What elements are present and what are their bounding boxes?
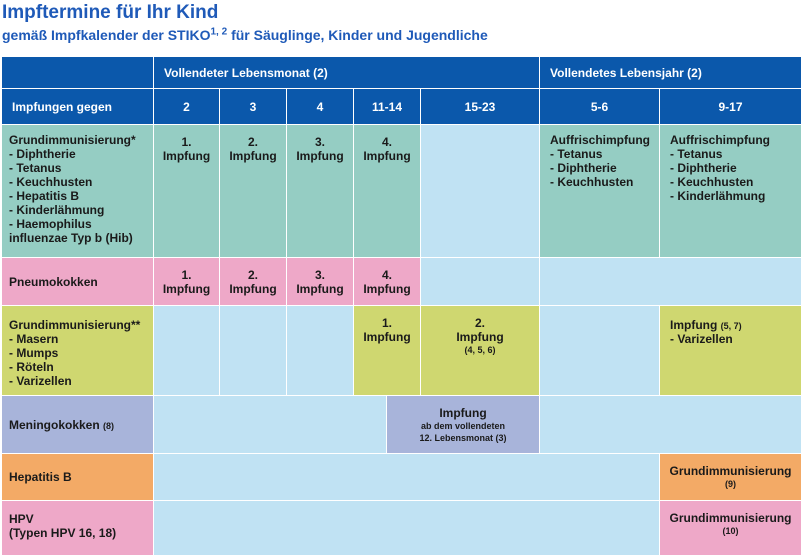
booster-item: - Keuchhusten: [670, 175, 754, 189]
dose-word: Impfung: [363, 149, 411, 163]
page-subtitle: [2, 27, 488, 43]
dose-word: Impfung: [363, 282, 411, 296]
pneumo-dose-cell: [154, 258, 220, 306]
late-item: - Varizellen: [670, 332, 733, 346]
dose-word: Impfung: [162, 149, 211, 163]
late-title: Impfung: [670, 318, 718, 332]
mmrv-item: - Varizellen: [9, 374, 72, 388]
row-label-pneumokokken: Pneumokokken: [2, 258, 154, 306]
pneumo-dose-cell: [287, 258, 354, 306]
header-group-month: Vollendeter Lebensmonat (2): [154, 57, 540, 89]
empty-cell: [421, 125, 540, 258]
late-note: (5, 7): [720, 321, 742, 331]
empty-cell: [154, 396, 387, 454]
mmrv-item: - Röteln: [9, 360, 54, 374]
grund-dose-cell: [287, 125, 354, 258]
booster-item: - Tetanus: [550, 147, 603, 161]
hpv-label-types: (Typen HPV 16, 18): [9, 526, 117, 540]
booster-item: - Keuchhusten: [550, 175, 634, 189]
mmrv-item: - Masern: [9, 332, 59, 346]
pneumo-dose-cell: [220, 258, 287, 306]
header-col-15-23: 15-23: [421, 89, 540, 125]
grund-title: Grundimmunisierung*: [9, 133, 136, 147]
grund-dose-cell: [154, 125, 220, 258]
hpv-label: HPV: [9, 512, 34, 526]
row-label-hepatitis-b: Hepatitis B: [2, 454, 154, 501]
empty-cell: [540, 258, 802, 306]
dose-word: Impfung: [296, 149, 344, 163]
row-label-mmrv: [2, 306, 154, 396]
booster-item: - Tetanus: [670, 147, 723, 161]
header-col-2: 2: [154, 89, 220, 125]
empty-cell: [220, 306, 287, 396]
header-col-9-17: 9-17: [660, 89, 802, 125]
empty-cell: [540, 396, 802, 454]
page-title: Impftermine für Ihr Kind: [2, 2, 219, 23]
dose-number: 4.: [381, 268, 392, 282]
mening-note: (8): [103, 420, 115, 431]
header-col-11-14: 11-14: [354, 89, 421, 125]
dose-number: 4.: [381, 135, 392, 149]
dose-number: 3.: [314, 268, 325, 282]
grund-item: - Hepatitis B: [9, 189, 80, 203]
empty-cell: [421, 258, 540, 306]
dose-number: 1.: [381, 316, 392, 330]
empty-cell: [154, 501, 660, 556]
dose-word: Impfung: [456, 330, 504, 344]
mmrv-item: - Mumps: [9, 346, 59, 360]
grund-item: - Keuchhusten: [9, 175, 93, 189]
empty-cell: [154, 454, 660, 501]
dose-number: 2.: [474, 316, 485, 330]
booster-title: Auffrischimpfung: [550, 133, 650, 147]
hepb-title: Grundimmunisierung: [669, 464, 792, 478]
subtitle-suffix: für Säuglinge, Kinder und Jugendliche: [227, 27, 488, 43]
empty-cell: [154, 306, 220, 396]
booster-cell-5-6: [540, 125, 660, 258]
subtitle-footnote: 1, 2: [210, 26, 228, 38]
mening-line: ab dem vollendeten: [420, 421, 506, 431]
empty-cell: [540, 306, 660, 396]
hpv-dose-cell: [660, 501, 802, 556]
mmrv-dose1-cell: [354, 306, 421, 396]
header-first-col: Impfungen gegen: [2, 89, 154, 125]
row-label-grundimmunisierung: [2, 125, 154, 258]
mmrv-title: Grundimmunisierung**: [9, 318, 141, 332]
dose-number: 1.: [181, 268, 192, 282]
hpv-note: (10): [722, 526, 739, 536]
booster-title: Auffrischimpfung: [670, 133, 770, 147]
dose-number: 1.: [181, 135, 192, 149]
subtitle-prefix: gemäß Impfkalender der STIKO: [2, 27, 211, 43]
booster-item: - Kinderlähmung: [670, 189, 766, 203]
dose-word: Impfung: [363, 330, 411, 344]
header-group-year: Vollendetes Lebensjahr (2): [540, 57, 802, 89]
dose-word: Impfung: [229, 149, 277, 163]
grund-item: - Diphtherie: [9, 147, 76, 161]
row-label-hpv: [2, 501, 154, 556]
row-label-meningokokken: [2, 396, 154, 454]
dose-number: 2.: [247, 268, 258, 282]
dose-word: Impfung: [229, 282, 277, 296]
hepb-note: (9): [725, 479, 736, 489]
grund-item: - Tetanus: [9, 161, 62, 175]
grund-item: - Haemophilus: [9, 217, 92, 231]
hpv-title: Grundimmunisierung: [669, 511, 792, 525]
dose-word: Impfung: [162, 282, 211, 296]
header-corner: [2, 57, 154, 89]
empty-cell: [287, 306, 354, 396]
mmrv-dose2-cell: [421, 306, 540, 396]
grund-item: - Kinderlähmung: [9, 203, 105, 217]
dose-word: Impfung: [296, 282, 344, 296]
dose-number: 3.: [314, 135, 325, 149]
booster-cell-9-17: [660, 125, 802, 258]
mening-dose-cell: [387, 396, 540, 454]
booster-item: - Diphtherie: [550, 161, 617, 175]
header-col-5-6: 5-6: [540, 89, 660, 125]
booster-item: - Diphtherie: [670, 161, 737, 175]
header-col-3: 3: [220, 89, 287, 125]
mening-title: Impfung: [439, 406, 487, 420]
header-col-4: 4: [287, 89, 354, 125]
grund-dose-cell: [354, 125, 421, 258]
mening-label: Meningokokken: [9, 417, 100, 432]
dose-number: 2.: [247, 135, 258, 149]
grund-dose-cell: [220, 125, 287, 258]
mening-line: 12. Lebensmonat (3): [419, 433, 507, 443]
dose-note: (4, 5, 6): [464, 345, 496, 355]
mmrv-late-cell: [660, 306, 802, 396]
hepb-dose-cell: [660, 454, 802, 501]
grund-item: influenzae Typ b (Hib): [9, 231, 133, 245]
pneumo-dose-cell: [354, 258, 421, 306]
